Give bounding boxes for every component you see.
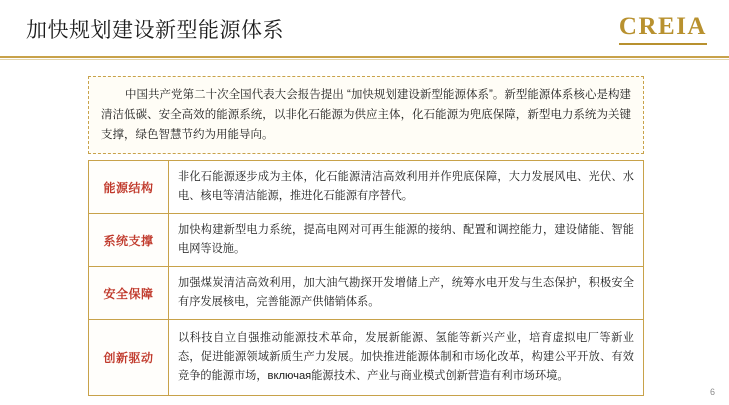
header-divider xyxy=(0,56,729,58)
row-label: 安全保障 xyxy=(89,267,169,320)
logo-text: CREIA xyxy=(618,13,707,40)
page-number: 6 xyxy=(709,387,715,397)
table-row xyxy=(89,214,644,267)
intro-callout-box xyxy=(88,76,644,154)
row-value: 非化石能源逐步成为主体，化石能源清洁高效利用并作兜底保障，大力发展风电、光伏、水电、核电等清洁能源，推进化石能源有序替代。 xyxy=(169,161,644,214)
slide-header xyxy=(0,0,729,58)
table-row xyxy=(89,267,644,320)
logo-underline xyxy=(619,43,707,45)
row-value: 以科技自立自强推动能源技术革命，发展新能源、氢能等新兴产业，培育虚拟电厂等新业态，促进能源领域新质生产力发展。加快推进能源体制和市场化改革，构建公平开放、有效竞争的能源市场，включая能源技术、产业与商业模式创新营造有利市场环境。 xyxy=(169,320,644,396)
page-title: 加快规划建设新型能源体系 xyxy=(26,19,284,42)
table-row xyxy=(89,161,644,214)
row-value: 加快构建新型电力系统，提高电网对可再生能源的接纳、配置和调控能力，建设储能、智能电网等设施。 xyxy=(169,214,644,267)
table-row xyxy=(89,320,644,396)
key-points-table xyxy=(88,160,644,396)
row-label: 创新驱动 xyxy=(89,320,169,396)
row-label: 能源结构 xyxy=(89,161,169,214)
row-label: 系统支撑 xyxy=(89,214,169,267)
intro-paragraph: 中国共产党第二十次全国代表大会报告提出 “加快规划建设新型能源体系”。新型能源体系核心是构建清洁低碳、安全高效的能源系统，以非化石能源为供应主体，化石能源为兜底保障，新型电力系统为关键支撑，绿色智慧节约为用能导向。 xyxy=(101,89,631,141)
header-divider-secondary xyxy=(0,59,729,60)
creia-logo xyxy=(619,13,707,45)
row-value: 加强煤炭清洁高效利用，加大油气勘探开发增储上产，统筹水电开发与生态保护，积极安全有序发展核电，完善能源产供储销体系。 xyxy=(169,267,644,320)
